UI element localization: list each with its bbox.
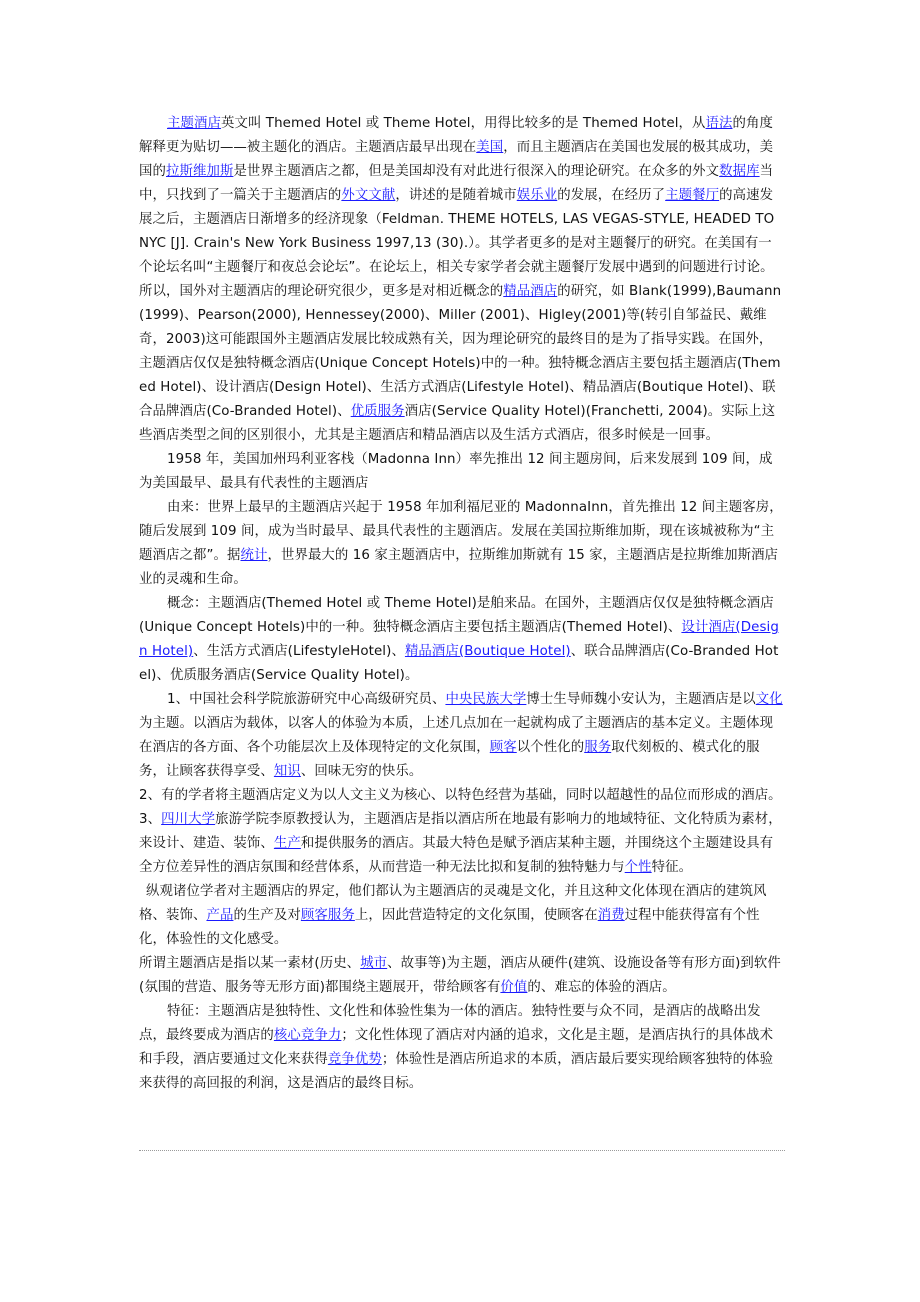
paragraph-definition-1: 1、中国社会科学院旅游研究中心高级研究员、中央民族大学博士生导师魏小安认为，主题酒店是以文化为主题。以酒店为载体，以客人的体验为本质，上述几点加在一起就构成了主题酒店的基本定义。主题体现在酒店的各方面、各个功能层次上及体现特定的文化氛围，顾客以个性化的服务取代刻板的、模式化的服务，让顾客获得享受、知识、回味无穷的快乐。 xyxy=(139,692,783,779)
link-entertainment[interactable]: 娱乐业 xyxy=(516,188,558,203)
paragraph-intro: 主题酒店英文叫 Themed Hotel 或 Theme Hotel，用得比较多的是 Themed Hotel，从语法的角度解释更为贴切——被主题化的酒店。主题酒店最早出现在美国，而且主题酒店在美国也发展的极其成功，美国的拉斯维加斯是世界主题酒店之都，但是美国却没有对此进行很深入的理论研究。在众多的外文数据库当中，只找到了一篇关于主题酒店的外文文献，讲述的是随着城市娱乐业的发展，在经历了主题餐厅的高速发展之后，主题酒店日渐增多的经济现象（Feldman. THEME HOTELS, LAS VEGAS-STYLE, HEADED TO NYC [J]. Crain's New York Business 1997,13 (30).）。其学者更多的是对主题餐厅的研究。在美国有一个论坛名叫“主题餐厅和夜总会论坛”。在论坛上，相关专家学者会就主题餐厅发展中遇到的问题进行讨论。所以，国外对主题酒店的理论研究很少，更多是对相近概念的精品酒店的研究，如 Blank(1999),Baumann(1999)、Pearson(2000), Hennessey(2000)、Miller (2001)、Higley(2001)等(转引自邹益民、戴维奇，2003)这可能跟国外主题酒店发展比较成熟有关，因为理论研究的最终目的是为了指导实践。在国外，主题酒店仅仅是独特概念酒店(Unique Concept Hotels)中的一种。独特概念酒店主要包括主题酒店(Themed Hotel)、设计酒店(Design Hotel)、生活方式酒店(Lifestyle Hotel)、精品酒店(Boutique Hotel)、联合品牌酒店(Co-Branded Hotel)、优质服务酒店(Service Quality Hotel)(Franchetti, 2004)。实际上这些酒店类型之间的区别很小，尤其是主题酒店和精品酒店以及生活方式酒店，很多时候是一回事。 xyxy=(139,116,782,443)
link-las-vegas[interactable]: 拉斯维加斯 xyxy=(165,164,234,179)
paragraph-concept: 概念：主题酒店(Themed Hotel 或 Theme Hotel)是舶来品。在国外，主题酒店仅仅是独特概念酒店(Unique Concept Hotels)中的一种。独特概念酒店主要包括主题酒店(Themed Hotel)、设计酒店(Design Hotel)、生活方式酒店(LifestyleHotel)、精品酒店(Boutique Hotel)、联合品牌酒店(Co-Branded Hotel)、优质服务酒店(Service Quality Hotel)。 xyxy=(139,596,779,683)
link-knowledge[interactable]: 知识 xyxy=(273,764,301,779)
link-statistics[interactable]: 统计 xyxy=(240,548,268,563)
link-city[interactable]: 城市 xyxy=(360,956,388,971)
link-customer[interactable]: 顾客 xyxy=(489,740,517,755)
paragraph-1958: 1958 年，美国加州玛利亚客栈（Madonna Inn）率先推出 12 间主题房间，后来发展到 109 间，成为美国最早、最具有代表性的主题酒店 xyxy=(139,452,773,491)
document-body xyxy=(139,112,785,1096)
link-database[interactable]: 数据库 xyxy=(719,164,760,179)
link-competitive-advantage[interactable]: 竞争优势 xyxy=(327,1052,382,1067)
link-usa[interactable]: 美国 xyxy=(476,140,504,155)
link-design-hotel[interactable]: 设计酒店(Design Hotel) xyxy=(139,620,779,659)
link-product[interactable]: 产品 xyxy=(206,908,234,923)
link-grammar[interactable]: 语法 xyxy=(705,116,733,131)
link-value[interactable]: 价值 xyxy=(500,980,528,995)
paragraph-summary: 纵观诸位学者对主题酒店的界定，他们都认为主题酒店的灵魂是文化，并且这种文化体现在酒店的建筑风格、装饰、产品的生产及对顾客服务上，因此营造特定的文化氛围，使顾客在消费过程中能获得富有个性化，体验性的文化感受。 xyxy=(139,884,767,947)
link-quality-service[interactable]: 优质服务 xyxy=(350,404,405,419)
link-customer-service[interactable]: 顾客服务 xyxy=(300,908,355,923)
link-individuality[interactable]: 个性 xyxy=(624,860,652,875)
link-sichuan-university[interactable]: 四川大学 xyxy=(161,812,216,827)
link-culture[interactable]: 文化 xyxy=(755,692,783,707)
paragraph-so-called: 所谓主题酒店是指以某一素材(历史、城市、故事等)为主题，酒店从硬件(建筑、设施设备等有形方面)到软件(氛围的营造、服务等无形方面)都围绕主题展开，带给顾客有价值的、难忘的体验的酒店。 xyxy=(139,956,781,995)
link-minzu-university[interactable]: 中央民族大学 xyxy=(445,692,527,707)
link-foreign-literature[interactable]: 外文文献 xyxy=(341,188,396,203)
paragraph-features: 特征：主题酒店是独特性、文化性和体验性集为一体的酒店。独特性要与众不同，是酒店的战略出发点，最终要成为酒店的核心竞争力；文化性体现了酒店对内涵的追求，文化是主题，是酒店执行的具体战术和手段，酒店要通过文化来获得竞争优势；体验性是酒店所追求的本质，酒店最后要实现给顾客独特的体验来获得的高回报的利润，这是酒店的最终目标。 xyxy=(139,1004,774,1091)
link-service[interactable]: 服务 xyxy=(584,740,612,755)
bottom-divider xyxy=(139,1150,785,1151)
link-production[interactable]: 生产 xyxy=(273,836,301,851)
link-core-competitiveness[interactable]: 核心竞争力 xyxy=(273,1028,342,1043)
paragraph-definition-2: 2、有的学者将主题酒店定义为以人文主义为核心、以特色经营为基础，同时以超越性的品位而形成的酒店。 xyxy=(139,788,782,803)
link-theme-hotel[interactable]: 主题酒店 xyxy=(167,116,221,131)
link-boutique-hotel[interactable]: 精品酒店 xyxy=(503,284,558,299)
link-consumption[interactable]: 消费 xyxy=(597,908,625,923)
paragraph-origin: 由来：世界上最早的主题酒店兴起于 1958 年加利福尼亚的 MadonnaInn，首先推出 12 间主题客房，随后发展到 109 间，成为当时最早、最具代表性的主题酒店。发展在美国拉斯维加斯，现在该城被称为“主题酒店之都”。据统计，世界最大的 16 家主题酒店中，拉斯维加斯就有 15 家，主题酒店是拉斯维加斯酒店业的灵魂和生命。 xyxy=(139,500,783,587)
link-theme-restaurant[interactable]: 主题餐厅 xyxy=(665,188,720,203)
paragraph-definition-3: 3、四川大学旅游学院李原教授认为，主题酒店是指以酒店所在地最有影响力的地域特征、文化特质为素材，来设计、建造、装饰、生产和提供服务的酒店。其最大特色是赋予酒店某种主题，并围绕这个主题建设具有全方位差异性的酒店氛围和经营体系，从而营造一种无法比拟和复制的独特魅力与个性特征。 xyxy=(139,812,782,875)
link-boutique-hotel-2[interactable]: 精品酒店(Boutique Hotel) xyxy=(404,644,571,659)
